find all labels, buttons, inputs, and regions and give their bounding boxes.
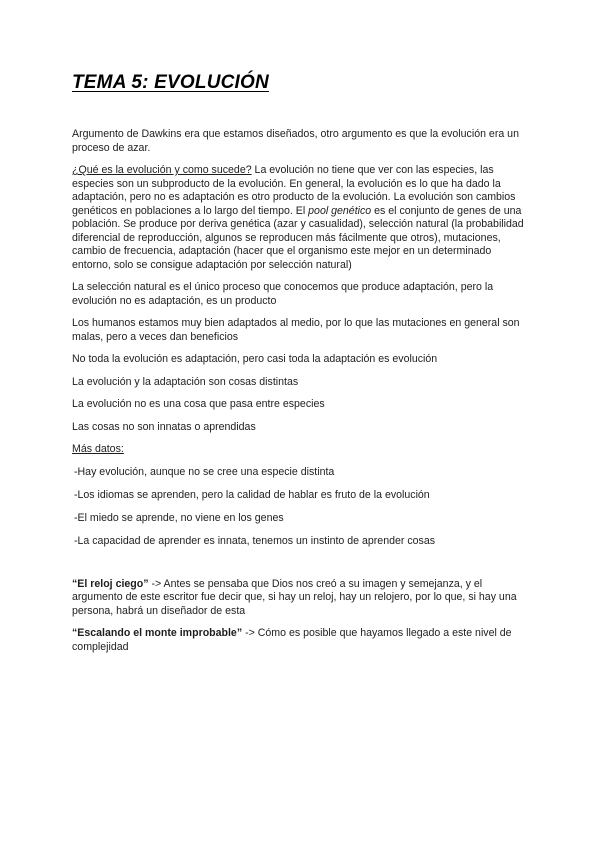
pool-genetico-term: pool genético bbox=[308, 204, 372, 217]
book-title: “Escalando el monte improbable” bbox=[72, 627, 243, 639]
book-description: -> Antes se pensaba que Dios nos creó a su imagen y semejanza, y el argumento de este escritor fue decir que, si hay un reloj, hay un relojero, por lo que, si hay una persona, habrá un diseñador de esta bbox=[72, 577, 517, 617]
paragraph-entre-especies: La evolución no es una cosa que pasa entre especies bbox=[72, 398, 325, 410]
paragraph-no-toda: No toda la evolución es adaptación, pero casi toda la adaptación es evolución bbox=[72, 353, 438, 365]
intro-paragraph: Argumento de Dawkins era que estamos diseñados, otro argumento es que la evolución era un proceso de azar. bbox=[72, 128, 519, 154]
question-paragraph bbox=[72, 164, 532, 272]
question-label: ¿Qué es la evolución y como sucede? bbox=[72, 164, 252, 176]
book-monte-improbable bbox=[72, 627, 532, 654]
question-text-before: La evolución no tiene que ver con las especies, las especies son un subproducto de la evolución. En general, la evolución es lo que ha dado la adaptación, pero no es adaptación es otro producto de la evolución. La evolución son cambios genéticos en poblaciones a lo largo del tiempo. El bbox=[72, 164, 516, 217]
list-item: -El miedo se aprende, no viene en los genes bbox=[74, 511, 284, 524]
list-item: -La capacidad de aprender es innata, tenemos un instinto de aprender cosas bbox=[74, 534, 436, 547]
section-gap bbox=[72, 558, 532, 578]
paragraph-cosas-distintas: La evolución y la adaptación son cosas distintas bbox=[72, 375, 299, 388]
book-description: -> Cómo es posible que hayamos llegado a este nivel de complejidad bbox=[72, 627, 512, 653]
document-body bbox=[72, 128, 532, 663]
page-title: TEMA 5: EVOLUCIÓN bbox=[72, 72, 269, 93]
question-text-after: es el conjunto de genes de una población. Se produce por deriva genética (azar y casualidad), selección natural (la probabilidad diferencial de reproducción, algunos se reproducen más fácilmente que otros), mutaciones, cambio de frecuencia, adaptación (hacer que el organismo este mejor en un determinado entorno, solo se consigue adaptación por selección natural) bbox=[72, 204, 524, 271]
list-item: -Los idiomas se aprenden, pero la calidad de hablar es fruto de la evolución bbox=[74, 488, 430, 501]
paragraph-seleccion-natural: La selección natural es el único proceso que conocemos que produce adaptación, pero la evolución no es adaptación, es un producto bbox=[72, 281, 494, 307]
book-title: “El reloj ciego” bbox=[72, 577, 149, 590]
more-data-heading: Más datos: bbox=[72, 443, 124, 455]
list-item: -Hay evolución, aunque no se cree una especie distinta bbox=[74, 465, 335, 478]
paragraph-innatas: Las cosas no son innatas o aprendidas bbox=[72, 420, 256, 433]
book-reloj-ciego bbox=[72, 578, 532, 619]
more-data-list bbox=[72, 466, 532, 549]
paragraph-humanos: Los humanos estamos muy bien adaptados al medio, por lo que las mutaciones en general son malas, pero a veces dan beneficios bbox=[72, 317, 520, 343]
